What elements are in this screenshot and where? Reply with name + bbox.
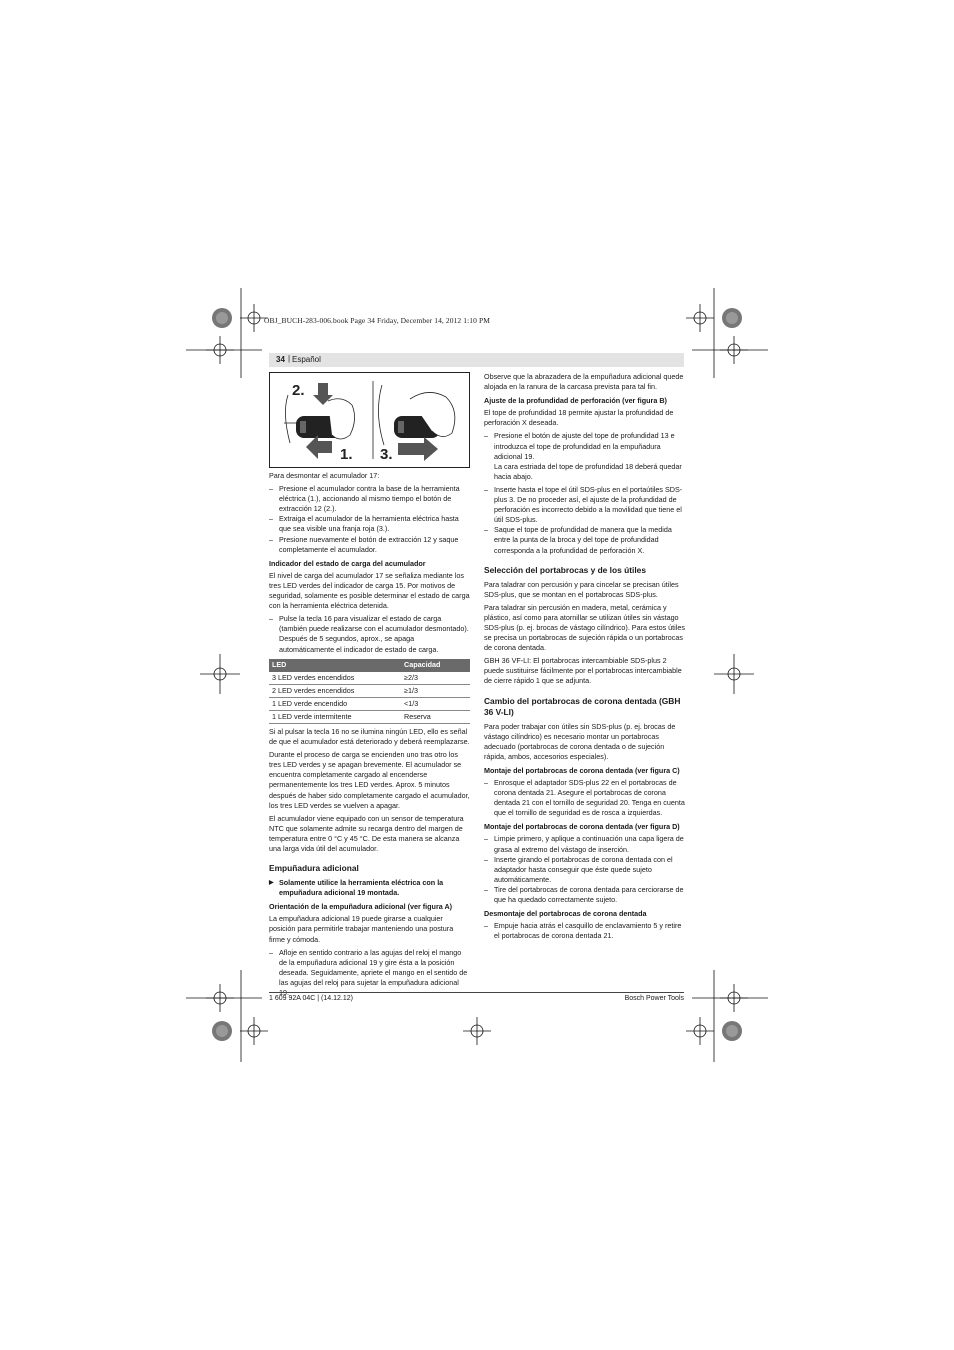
- keyed-chuck-mount-c-heading: Montaje del portabrocas de corona dentada (ver figura C): [484, 765, 680, 775]
- footer-brand: Bosch Power Tools: [624, 995, 684, 1002]
- handle-orientation-heading: Orientación de la empuñadura adicional (ver figura A): [269, 902, 453, 912]
- led-cell: 1 LED verde encendido: [269, 697, 401, 710]
- page-number: 34: [276, 355, 285, 364]
- step-2-label: 2.: [292, 382, 305, 399]
- keyed-chuck-mount-d-step-3: – Tire del portabrocas de corona dentada para cerciorarse de que ha quedado correctamente sujeto.: [484, 885, 685, 905]
- capacity-cell: Reserva: [401, 710, 470, 723]
- table-row: [269, 697, 470, 710]
- removal-step-1: – Presione el acumulador contra la base de la herramienta eléctrica (1.), accionando al mismo tiempo el botón de extracción 12 (2.).: [269, 484, 470, 514]
- step-1-label: 1.: [340, 446, 353, 463]
- table-row: [269, 684, 470, 697]
- charge-indicator-text: El nivel de carga del acumulador 17 se señaliza mediante los tres LED verdes del indicador de carga 15. Por motivos de seguridad, solamente es posible determinar el estado de carga con la herramienta eléctrica detenida.: [269, 570, 470, 611]
- table-row: [269, 672, 470, 685]
- depth-adjust-text: El tope de profundidad 18 permite ajustar la profundidad de perforación X deseada.: [484, 408, 674, 428]
- handle-orientation-text: La empuñadura adicional 19 puede girarse a cualquier posición para permitirle trabajar manteniendo una postura firme y cómoda.: [269, 914, 454, 944]
- ntc-sensor-text: El acumulador viene equipado con un sensor de temperatura NTC que solamente admite su recarga dentro del margen de temperatura entre 0 °C y 45 °C. De esta manera se alcanza una larga vida útil del acumulador.: [269, 813, 464, 853]
- chuck-selection-heading: Selección del portabrocas y de los útiles: [484, 564, 646, 575]
- keyed-chuck-removal-heading: Desmontaje del portabrocas de corona dentada: [484, 909, 647, 919]
- print-slug: OBJ_BUCH-283-006.book Page 34 Friday, December 14, 2012 1:10 PM: [264, 316, 491, 325]
- led-capacity-table: [269, 659, 470, 724]
- page-header: [269, 353, 684, 367]
- keyed-chuck-change-heading: Cambio del portabrocas de corona dentada (GBH 36 V-LI): [484, 695, 681, 717]
- left-column: [269, 372, 470, 998]
- depth-adjust-step-1-note: La cara estriada del tope de profundidad 18 deberá quedar hacia abajo.: [494, 461, 682, 481]
- depth-adjust-step-2: – Inserte hasta el tope el útil SDS-plus en el portaútiles SDS-plus 3. De no proceder así, el ajuste de la profundidad de perforación es incorrecto debido a la movilidad que tiene el útil SDS-plus.: [484, 485, 685, 525]
- handle-orientation-step: – Afloje en sentido contrario a las agujas del reloj el mango de la empuñadura adicional 19 y gire ésta a la posición deseada. Seguidamente, apriete el mango en el sentido de las agujas del reloj para sujetar la empuñadura adicional 19.: [269, 948, 470, 998]
- led-cell: 3 LED verdes encendidos: [269, 672, 401, 685]
- capacity-cell: <1/3: [401, 697, 470, 710]
- keyed-chuck-mount-d-heading: Montaje del portabrocas de corona dentada (ver figura D): [484, 822, 680, 832]
- battery-removal-illustration: [270, 373, 469, 467]
- capacity-cell: ≥1/3: [401, 684, 470, 697]
- charge-indicator-heading: Indicador del estado de carga del acumulador: [269, 558, 426, 568]
- column-header-led: LED: [269, 659, 401, 672]
- capacity-cell: ≥2/3: [401, 672, 470, 685]
- right-column: [484, 372, 685, 941]
- led-cell: 1 LED verde intermitente: [269, 710, 401, 723]
- table-row: [269, 710, 470, 723]
- led-cell: 2 LED verdes encendidos: [269, 684, 401, 697]
- page-footer: [269, 992, 684, 1007]
- chuck-selection-text-2: Para taladrar sin percusión en madera, metal, cerámica y plástico, así como para atornillar se utilizan útiles sin vástago SDS-plus (p. ej. brocas de vástago cilíndrico). Para estos útiles se precisa un portabrocas de sujeción rápida o un portabrocas de corona dentada.: [484, 602, 685, 653]
- footer-doc-code: 1 609 92A 04C | (14.12.12): [269, 995, 353, 1002]
- charge-indicator-step: – Pulse la tecla 16 para visualizar el estado de carga (también puede realizarse con el acumulador desmontado). Después de 5 segundos, aprox., se apaga automáticamente el indicador de estado de carga.: [269, 614, 470, 654]
- keyed-chuck-mount-d-step-2: – Inserte girando el portabrocas de corona dentada con el adaptador hasta conseguir que éste quede sujeto automáticamente.: [484, 855, 685, 885]
- faulty-battery-note: Si al pulsar la tecla 16 no se ilumina ningún LED, ello es señal de que el acumulador está deteriorado y deberá reemplazarse.: [269, 726, 470, 747]
- chuck-selection-text-3: GBH 36 VF-LI: El portabrocas intercambiable SDS-plus 2 puede sustituirse fácilmente por el portabrocas intercambiable de cierre rápido 1 que se adjunta.: [484, 656, 682, 686]
- header-language: Español: [292, 355, 321, 364]
- keyed-chuck-mount-d-step-1: – Limpie primero, y aplique a continuación una capa ligera de grasa al extremo del vástago de inserción.: [484, 834, 685, 854]
- keyed-chuck-change-text: Para poder trabajar con útiles sin SDS-plus (p. ej. brocas de vástago cilíndrico) es necesario montar un portabrocas adecuado (portabrocas de corona dentada o de sujeción rápida, ambos, accesorios especiales).: [484, 721, 676, 761]
- header-separator: |: [288, 354, 291, 363]
- auxiliary-handle-warning: ▶ Solamente utilice la herramienta eléctrica con la empuñadura adicional 19 montada.: [269, 878, 470, 898]
- step-3-label: 3.: [380, 446, 393, 463]
- depth-adjust-step-1: – Presione el botón de ajuste del tope de profundidad 13 e introduzca el tope de profundidad en la empuñadura adicional 19.: [484, 431, 685, 461]
- depth-adjust-heading: Ajuste de la profundidad de perforación (ver figura B): [484, 396, 667, 406]
- depth-adjust-step-3: – Saque el tope de profundidad de manera que la medida entre la punta de la broca y del tope de profundidad corresponda a la profundidad de perforación X.: [484, 525, 685, 555]
- removal-step-3: – Presione nuevamente el botón de extracción 12 y saque completamente el acumulador.: [269, 535, 470, 555]
- handle-clamp-note: Observe que la abrazadera de la empuñadura adicional quede alojada en la ranura de la carcasa prevista para tal fin.: [484, 372, 684, 392]
- charging-process-text: Durante el proceso de carga se encienden uno tras otro los tres LED verdes y se apagan brevemente. El acumulador se encuentra completamente cargado al encenderse permanentemente los tres LED verdes. Aprox. 5 minutos después de haber sido completamente cargado el acumulador, los tres LED verdes se vuelven a apagar.: [269, 750, 470, 810]
- column-header-capacity: Capacidad: [401, 659, 470, 672]
- battery-removal-figure: [269, 372, 470, 468]
- auxiliary-handle-heading: Empuñadura adicional: [269, 863, 359, 874]
- removal-step-2: – Extraiga el acumulador de la herramienta eléctrica hasta que sea visible una franja roja (3.).: [269, 514, 470, 534]
- keyed-chuck-removal-step: – Empuje hacia atrás el casquillo de enclavamiento 5 y retire el portabrocas de corona dentada 21.: [484, 921, 685, 941]
- chuck-selection-text-1: Para taladrar con percusión y para cincelar se precisan útiles SDS-plus, que se montan en el portabrocas SDS-plus.: [484, 579, 679, 599]
- keyed-chuck-mount-c-step: – Enrosque el adaptador SDS-plus 22 en el portabrocas de corona dentada 21. Asegure el portabrocas de corona dentada 21 con el tornillo de seguridad 20. Tenga en cuenta que el tornillo de seguridad es de rosca a izquierdas.: [484, 778, 685, 818]
- table-header-row: [269, 659, 470, 672]
- battery-removal-intro: Para desmontar el acumulador 17:: [269, 471, 380, 480]
